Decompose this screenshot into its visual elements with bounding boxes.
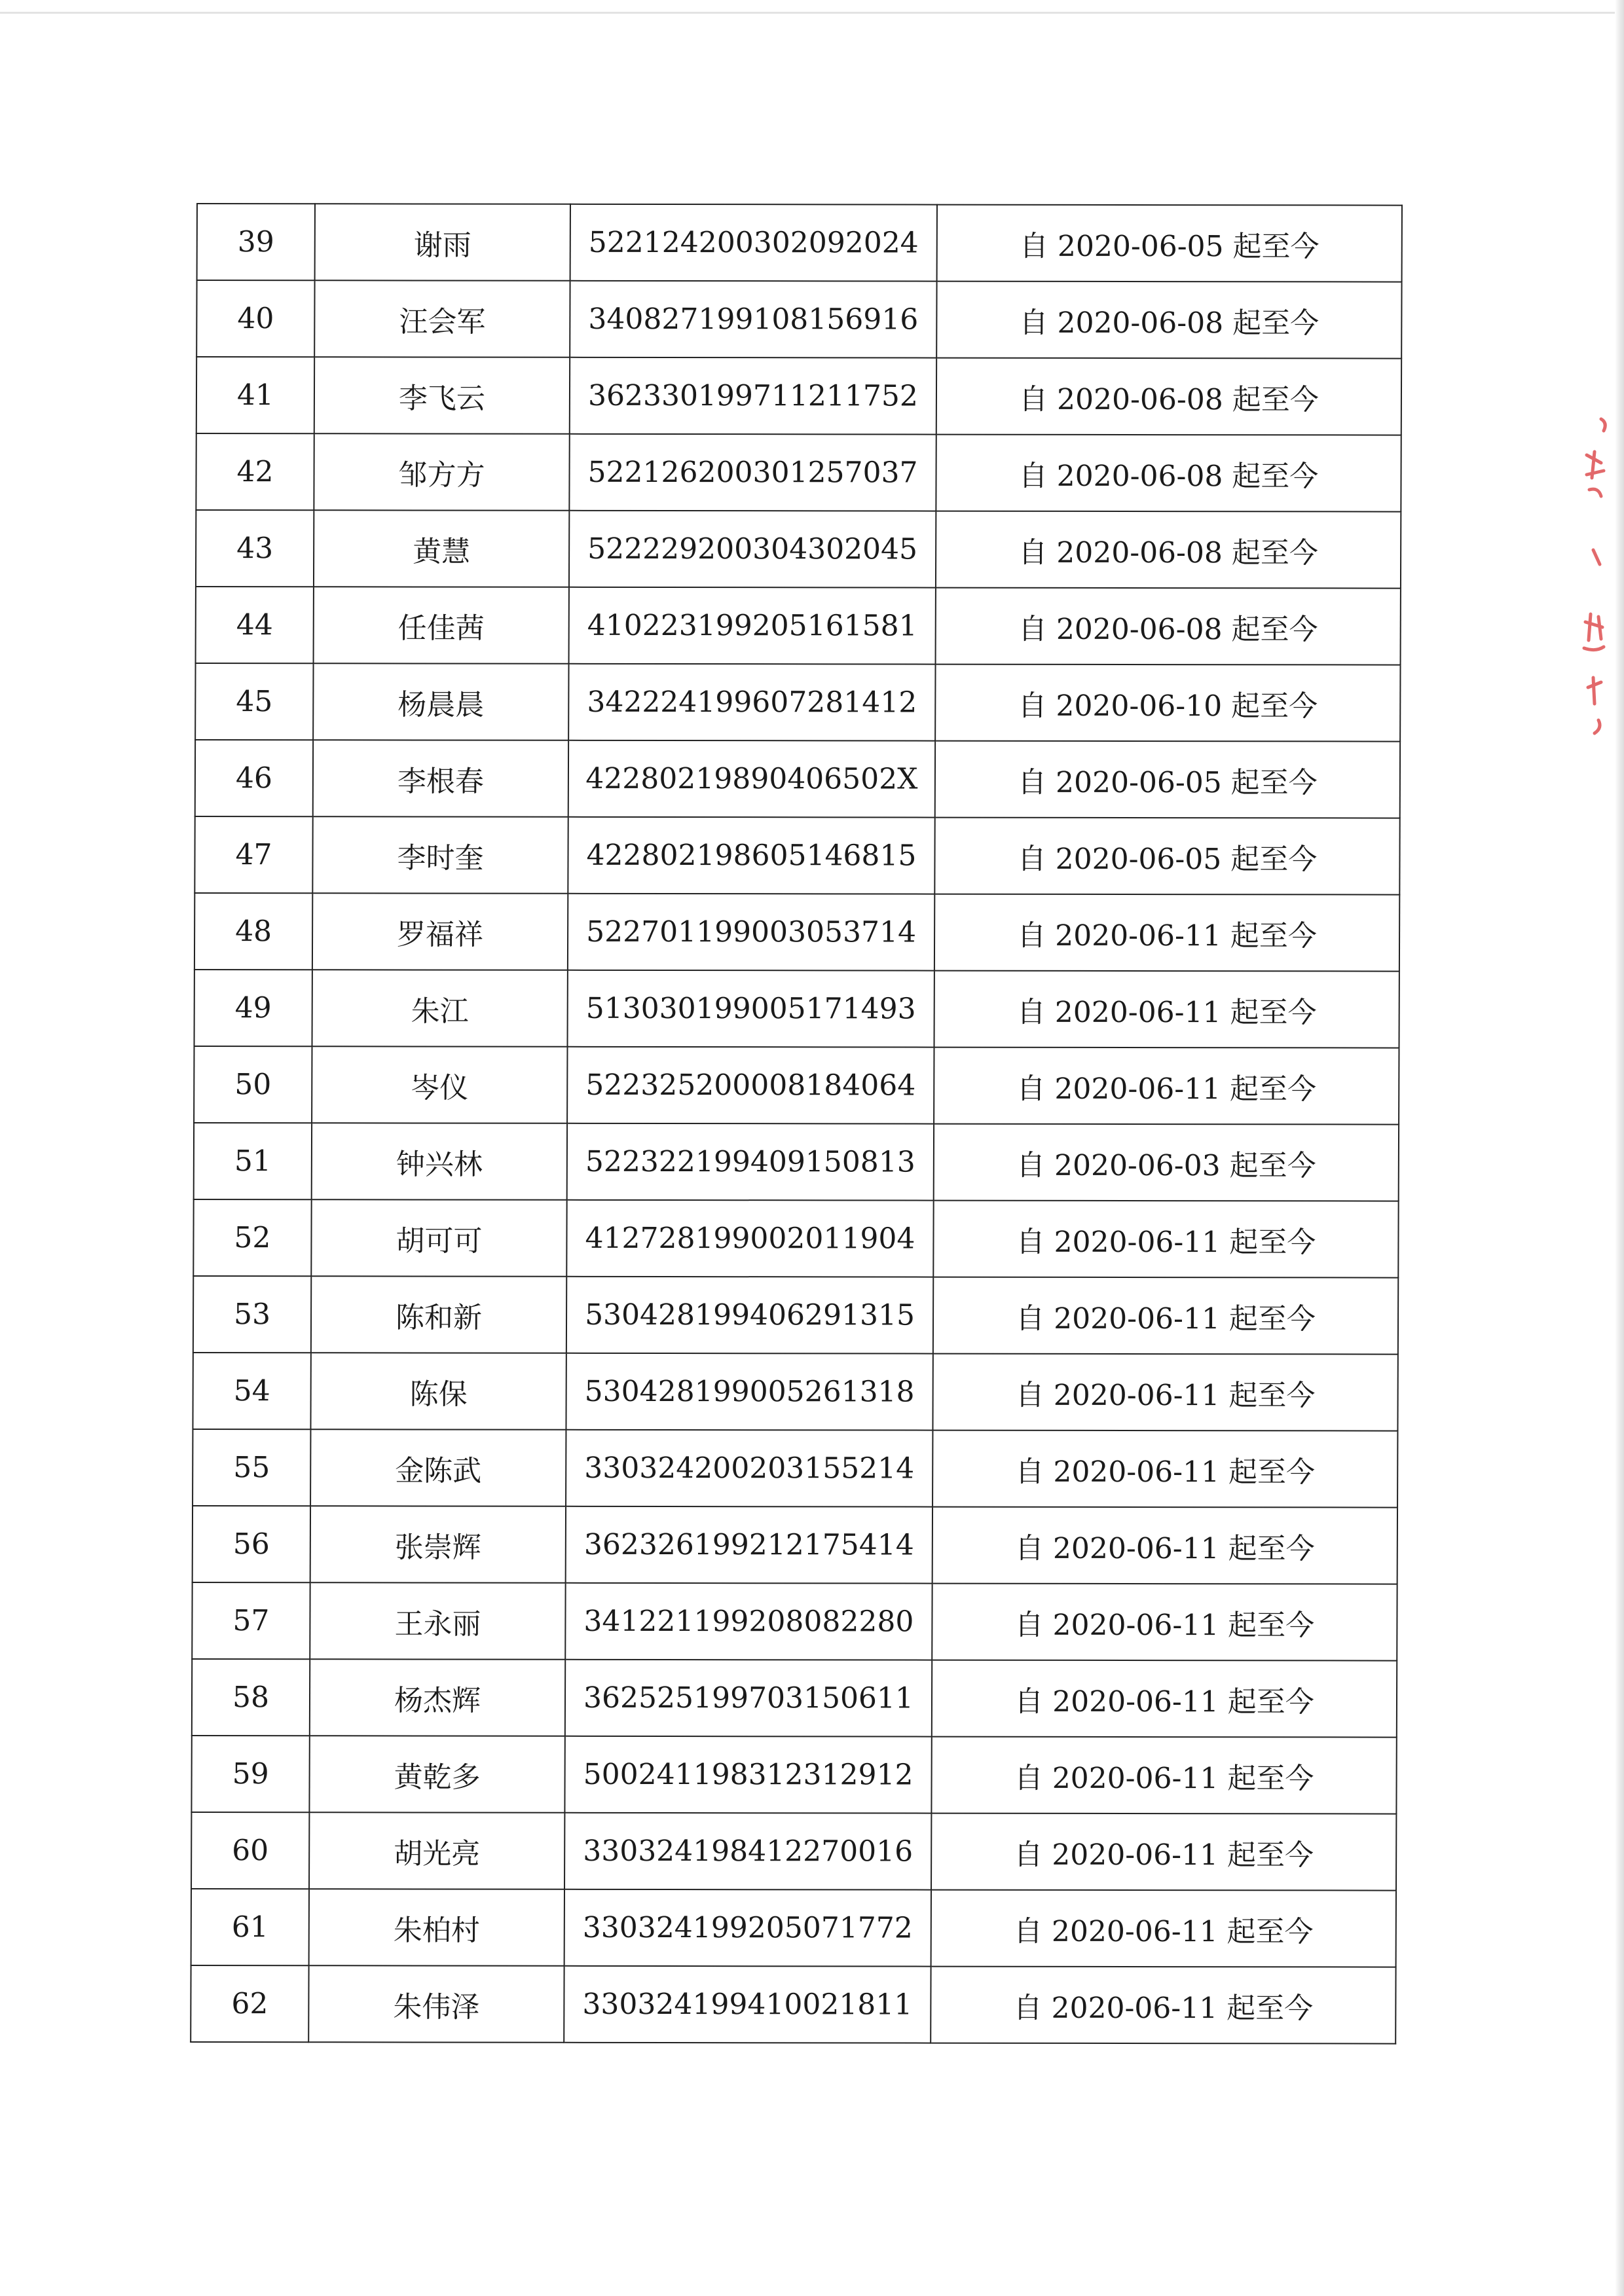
table-row [197, 204, 1402, 282]
employment-period: 自 2020-06-08 起至今 [936, 358, 1401, 435]
id-number: 522322199409150813 [567, 1123, 934, 1201]
row-number: 42 [196, 433, 314, 510]
id-number: 42280219890406502X [568, 740, 935, 818]
employment-period: 自 2020-06-11 起至今 [932, 1584, 1397, 1661]
row-number: 53 [193, 1276, 311, 1353]
table-row [196, 510, 1401, 589]
row-number: 58 [192, 1659, 310, 1736]
row-number: 62 [191, 1965, 308, 2042]
employment-period: 自 2020-06-11 起至今 [931, 1737, 1396, 1814]
row-number: 54 [193, 1353, 310, 1429]
employment-period: 自 2020-06-05 起至今 [937, 205, 1402, 282]
table-row [192, 1659, 1397, 1738]
row-number: 52 [193, 1199, 311, 1276]
employment-period: 自 2020-06-03 起至今 [934, 1124, 1399, 1201]
scan-edge-top [0, 12, 1624, 14]
person-name: 金陈武 [310, 1429, 566, 1506]
table-row [193, 1276, 1398, 1355]
person-name: 朱江 [312, 970, 568, 1047]
employment-period: 自 2020-06-11 起至今 [932, 1430, 1397, 1508]
id-number: 522325200008184064 [567, 1047, 934, 1124]
id-number: 522126200301257037 [569, 434, 936, 511]
person-name: 朱伟泽 [308, 1965, 564, 2043]
person-name: 王永丽 [310, 1582, 565, 1660]
id-number: 362330199711211752 [570, 357, 936, 435]
person-name: 胡光亮 [309, 1812, 564, 1889]
id-number: 362326199212175414 [566, 1506, 932, 1584]
employment-period: 自 2020-06-05 起至今 [934, 818, 1399, 895]
employment-period: 自 2020-06-11 起至今 [931, 1890, 1396, 1967]
employment-period: 自 2020-06-08 起至今 [936, 588, 1401, 665]
row-number: 39 [197, 204, 315, 280]
row-number: 44 [196, 587, 314, 663]
person-name: 朱柏村 [309, 1889, 564, 1966]
person-name: 罗福祥 [312, 893, 568, 970]
row-number: 56 [193, 1506, 310, 1582]
table-row [195, 663, 1400, 742]
table-row [193, 1429, 1397, 1508]
person-name: 邹方方 [314, 433, 569, 511]
table-row [193, 1506, 1397, 1584]
person-name: 岑仪 [312, 1046, 567, 1123]
employee-roster-table [190, 203, 1403, 2045]
row-number: 46 [195, 740, 313, 816]
id-number: 362525199703150611 [565, 1660, 932, 1737]
row-number: 59 [191, 1736, 309, 1812]
row-number: 51 [194, 1123, 312, 1199]
table-row [193, 1353, 1397, 1431]
roster-table-body [191, 204, 1402, 2044]
employment-period: 自 2020-06-05 起至今 [935, 741, 1400, 818]
id-number: 422802198605146815 [568, 817, 934, 894]
row-number: 60 [191, 1812, 309, 1889]
table-row [193, 1199, 1398, 1278]
id-number: 522701199003053714 [568, 894, 934, 971]
table-row [196, 587, 1401, 665]
person-name: 李飞云 [314, 357, 570, 434]
table-row [196, 280, 1401, 359]
row-number: 40 [196, 280, 314, 357]
table-row [191, 1965, 1395, 2044]
table-row [194, 970, 1399, 1048]
row-number: 43 [196, 510, 314, 587]
red-seal-fragment [1575, 406, 1614, 746]
employment-period: 自 2020-06-10 起至今 [935, 665, 1400, 742]
id-number: 410223199205161581 [569, 587, 936, 665]
table-row [194, 893, 1399, 972]
id-number: 330324199410021811 [564, 1966, 931, 2043]
id-number: 342224199607281412 [568, 664, 935, 741]
roster-table-container [190, 203, 1403, 2045]
id-number: 340827199108156916 [570, 281, 936, 358]
id-number: 330324200203155214 [566, 1430, 932, 1507]
id-number: 412728199002011904 [566, 1200, 933, 1277]
table-row [194, 1123, 1399, 1201]
employment-period: 自 2020-06-11 起至今 [933, 1277, 1398, 1355]
table-row [191, 1889, 1396, 1967]
person-name: 陈和新 [311, 1276, 566, 1353]
row-number: 48 [194, 893, 312, 970]
table-row [191, 1812, 1396, 1891]
employment-period: 自 2020-06-11 起至今 [931, 1967, 1395, 2044]
person-name: 杨杰辉 [310, 1659, 565, 1736]
id-number: 522229200304302045 [569, 511, 936, 588]
row-number: 57 [192, 1582, 310, 1659]
scan-edge-right [1615, 0, 1624, 2296]
employment-period: 自 2020-06-08 起至今 [936, 282, 1401, 359]
id-number: 522124200302092024 [570, 204, 937, 282]
employment-period: 自 2020-06-11 起至今 [934, 971, 1399, 1048]
id-number: 330324199205071772 [564, 1889, 931, 1967]
table-row [191, 1736, 1396, 1814]
person-name: 张崇辉 [310, 1506, 566, 1583]
id-number: 330324198412270016 [564, 1813, 931, 1890]
person-name: 杨晨晨 [313, 663, 568, 740]
employment-period: 自 2020-06-11 起至今 [932, 1660, 1397, 1738]
table-row [194, 1046, 1399, 1125]
id-number: 341221199208082280 [565, 1583, 932, 1660]
employment-period: 自 2020-06-11 起至今 [933, 1201, 1398, 1278]
table-row [196, 357, 1401, 435]
row-number: 41 [196, 357, 314, 433]
person-name: 李时奎 [312, 816, 568, 894]
table-row [194, 816, 1399, 895]
person-name: 汪会军 [314, 280, 570, 357]
employment-period: 自 2020-06-11 起至今 [934, 1048, 1399, 1125]
person-name: 任佳茜 [314, 587, 569, 664]
employment-period: 自 2020-06-08 起至今 [936, 511, 1401, 589]
employment-period: 自 2020-06-11 起至今 [932, 1507, 1397, 1584]
person-name: 陈保 [310, 1353, 566, 1430]
row-number: 49 [194, 970, 312, 1046]
id-number: 530428199406291315 [566, 1277, 933, 1354]
person-name: 黄慧 [314, 510, 569, 587]
table-row [192, 1582, 1397, 1661]
row-number: 45 [195, 663, 313, 740]
person-name: 谢雨 [315, 204, 570, 281]
row-number: 50 [194, 1046, 312, 1123]
person-name: 胡可可 [311, 1199, 566, 1277]
id-number: 500241198312312912 [564, 1736, 931, 1813]
employment-period: 自 2020-06-11 起至今 [931, 1813, 1396, 1891]
row-number: 47 [194, 816, 312, 893]
employment-period: 自 2020-06-08 起至今 [936, 435, 1401, 512]
id-number: 530428199005261318 [566, 1353, 932, 1430]
employment-period: 自 2020-06-11 起至今 [934, 894, 1399, 972]
person-name: 黄乾多 [309, 1736, 564, 1813]
row-number: 61 [191, 1889, 309, 1965]
row-number: 55 [193, 1429, 310, 1506]
employment-period: 自 2020-06-11 起至今 [932, 1354, 1397, 1431]
table-row [195, 740, 1400, 818]
id-number: 513030199005171493 [568, 970, 934, 1048]
table-row [196, 433, 1401, 512]
person-name: 李根春 [313, 740, 568, 817]
person-name: 钟兴林 [312, 1123, 567, 1200]
